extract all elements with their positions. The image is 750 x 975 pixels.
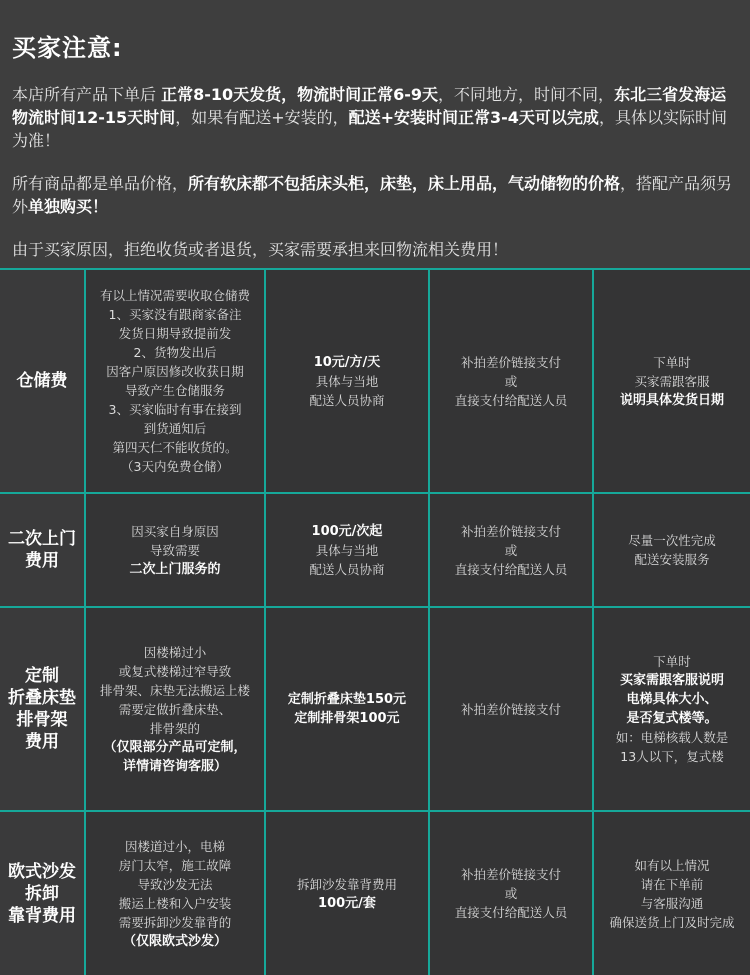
storage-fee-payment xyxy=(430,270,592,492)
custom-fee-note xyxy=(594,608,750,810)
row-head-line: 折叠床垫 xyxy=(8,688,76,708)
second-visit-conditions xyxy=(86,494,264,606)
cell-text-line: 买家需跟客服说明 xyxy=(619,673,724,688)
cell-text-line: 因楼梯过小 xyxy=(143,644,207,660)
cell-text-line: 或复式楼梯过窄导致 xyxy=(118,663,232,679)
cell-text-line: 导致需要 xyxy=(149,542,200,558)
storage-fee-price xyxy=(266,270,428,492)
cell-text-line: 直接支付给配送人员 xyxy=(454,905,568,920)
notice-text-segment: ，具体以实际时间为准！ xyxy=(12,108,727,150)
row-head-custom-fee xyxy=(0,608,84,810)
cell-text-line: 需要拆卸沙发靠背的 xyxy=(118,914,232,930)
cell-text-line: 100元/套 xyxy=(318,895,376,911)
notice-paragraph-pricing xyxy=(12,172,738,218)
cell-text-line: （仅限部分产品可定制， xyxy=(103,739,247,755)
cell-text-line: 尽量一次性完成 xyxy=(628,533,716,548)
cell-text-line: 房门太窄，施工故障 xyxy=(118,857,232,873)
sofa-fee-price xyxy=(266,812,428,975)
custom-fee-price xyxy=(266,608,428,810)
cell-text-line: 配送安装服务 xyxy=(634,552,710,567)
cell-text-line: 或 xyxy=(504,373,518,389)
row-head-second-visit-fee xyxy=(0,494,84,606)
cell-text-line: 下单时 xyxy=(653,654,691,669)
cell-text-line: 如有以上情况 xyxy=(634,857,710,873)
cell-text-line: 如：电梯核载人数是 xyxy=(615,730,729,745)
cell-text-line: 具体与当地 xyxy=(315,373,379,389)
cell-text-line: 发货日期导致提前发 xyxy=(118,326,232,341)
cell-text-line: （3天内免费仓储） xyxy=(121,459,229,474)
cell-text-line: 与客服沟通 xyxy=(640,895,704,911)
cell-text-line: 10元/方/天 xyxy=(313,354,381,370)
second-visit-payment xyxy=(430,494,592,606)
notice-text-segment: 所有软床都不包括床头柜，床垫，床上用品，气动储物的价格 xyxy=(188,174,621,193)
cell-text-line: 补拍差价链接支付 xyxy=(460,701,561,717)
row-head-line: 二次上门 xyxy=(8,529,76,549)
cell-text-line: 2、货物发出后 xyxy=(133,345,217,360)
row-head-line: 费用 xyxy=(25,732,59,752)
cell-text-line: 说明具体发货日期 xyxy=(619,392,724,408)
notice-text-segment: ，搭配产品须另外 xyxy=(12,174,733,216)
cell-text-line: 有以上情况需要收取仓储费 xyxy=(99,288,250,303)
cell-text-line: 或 xyxy=(504,886,518,901)
cell-text-line: 买家需跟客服 xyxy=(634,373,710,389)
cell-text-line: 是否复式楼等。 xyxy=(626,711,718,726)
cell-text-line: 100元/次起 xyxy=(311,523,383,539)
cell-text-line: （仅限欧式沙发） xyxy=(122,933,227,949)
cell-text-line: 13人以下，复式楼 xyxy=(620,749,724,764)
notice-text-segment: 单独购买！ xyxy=(28,197,109,216)
grid-line xyxy=(264,268,266,975)
row-head-line: 靠背费用 xyxy=(8,905,76,926)
cell-text-line: 需要定做折叠床垫、 xyxy=(118,701,232,717)
cell-text-line: 排骨架的 xyxy=(149,720,200,736)
row-head-storage-fee xyxy=(0,270,84,492)
cell-text-line: 直接支付给配送人员 xyxy=(454,561,568,577)
cell-text-line: 补拍差价链接支付 xyxy=(460,867,561,882)
grid-line xyxy=(0,268,750,270)
sofa-fee-note xyxy=(594,812,750,975)
cell-text-line: 补拍差价链接支付 xyxy=(460,354,561,370)
cell-text-line: 排骨架、床垫无法搬运上楼 xyxy=(99,682,250,698)
notice-title: 买家注意: xyxy=(12,34,123,62)
notice-text-segment: 所有商品都是单品价格， xyxy=(12,174,189,193)
row-head-line: 费用 xyxy=(25,551,59,571)
notice-text-segment: ，如果有配送+安装的， xyxy=(175,108,349,127)
row-head-line: 定制 xyxy=(25,666,59,686)
notice-text-segment: 正常8-10天发货，物流时间正常6-9天 xyxy=(161,85,439,104)
grid-line xyxy=(0,810,750,812)
second-visit-price xyxy=(266,494,428,606)
row-head-line: 仓储费 xyxy=(16,371,68,391)
cell-text-line: 拆卸沙发靠背费用 xyxy=(296,876,397,892)
cell-text-line: 因楼道过小，电梯 xyxy=(124,838,225,854)
sofa-fee-payment xyxy=(430,812,592,975)
cell-text-line: 直接支付给配送人员 xyxy=(454,392,568,408)
grid-line xyxy=(592,268,594,975)
notice-text-segment: 配送+安装时间正常3-4天可以完成 xyxy=(348,108,599,127)
cell-text-line: 1、买家没有跟商家备注 xyxy=(108,307,242,322)
sofa-fee-conditions xyxy=(86,812,264,975)
cell-text-line: 定制折叠床垫150元 xyxy=(287,692,407,707)
custom-fee-conditions xyxy=(86,608,264,810)
buyer-notice xyxy=(0,0,750,268)
cell-text-line: 电梯具体大小、 xyxy=(626,692,718,707)
custom-fee-payment xyxy=(430,608,592,810)
cell-text-line: 搬运上楼和入户安装 xyxy=(118,895,232,911)
grid-line xyxy=(84,268,86,975)
cell-text-line: 配送人员协商 xyxy=(309,392,385,408)
row-head-sofa-fee xyxy=(0,812,84,975)
grid-line xyxy=(428,268,430,975)
cell-text-line: 请在下单前 xyxy=(640,876,704,892)
grid-line xyxy=(0,492,750,494)
notice-text-segment: ，不同地方，时间不同， xyxy=(438,85,615,104)
row-head-line: 排骨架 xyxy=(16,710,68,730)
cell-text-line: 确保送货上门及时完成 xyxy=(609,914,735,930)
cell-text-line: 导致沙发无法 xyxy=(137,876,213,892)
cell-text-line: 定制排骨架100元 xyxy=(294,711,400,726)
cell-text-line: 配送人员协商 xyxy=(309,561,385,577)
storage-fee-note xyxy=(594,270,750,492)
row-head-line: 拆卸 xyxy=(25,883,59,904)
cell-text-line: 3、买家临时有事在接到 xyxy=(108,402,242,417)
grid-line xyxy=(0,606,750,608)
storage-fee-conditions xyxy=(86,270,264,492)
notice-text-segment: 东北三省发海运物流时间12-15天时间 xyxy=(12,85,727,127)
cell-text-line: 因客户原因修改收获日期 xyxy=(106,364,244,379)
cell-text-line: 导致产生仓储服务 xyxy=(124,383,225,398)
cell-text-line: 第四天仁不能收货的。 xyxy=(112,440,238,455)
second-visit-note xyxy=(594,494,750,606)
cell-text-line: 详情请咨询客服） xyxy=(122,758,227,774)
fee-table xyxy=(0,268,750,975)
cell-text-line: 或 xyxy=(504,542,518,558)
cell-text-line: 到货通知后 xyxy=(143,421,207,436)
notice-paragraph-shipping xyxy=(12,83,738,152)
notice-text-segment: 本店所有产品下单后 xyxy=(12,85,162,104)
notice-paragraph-returns xyxy=(12,238,738,261)
notice-text-segment: 由于买家原因，拒绝收货或者退货，买家需要承担来回物流相关费用！ xyxy=(12,240,509,259)
cell-text-line: 补拍差价链接支付 xyxy=(460,523,561,539)
cell-text-line: 下单时 xyxy=(653,354,691,370)
cell-text-line: 因买家自身原因 xyxy=(131,523,219,539)
row-head-line: 欧式沙发 xyxy=(8,861,76,882)
cell-text-line: 二次上门服务的 xyxy=(129,561,221,577)
cell-text-line: 具体与当地 xyxy=(315,542,379,558)
